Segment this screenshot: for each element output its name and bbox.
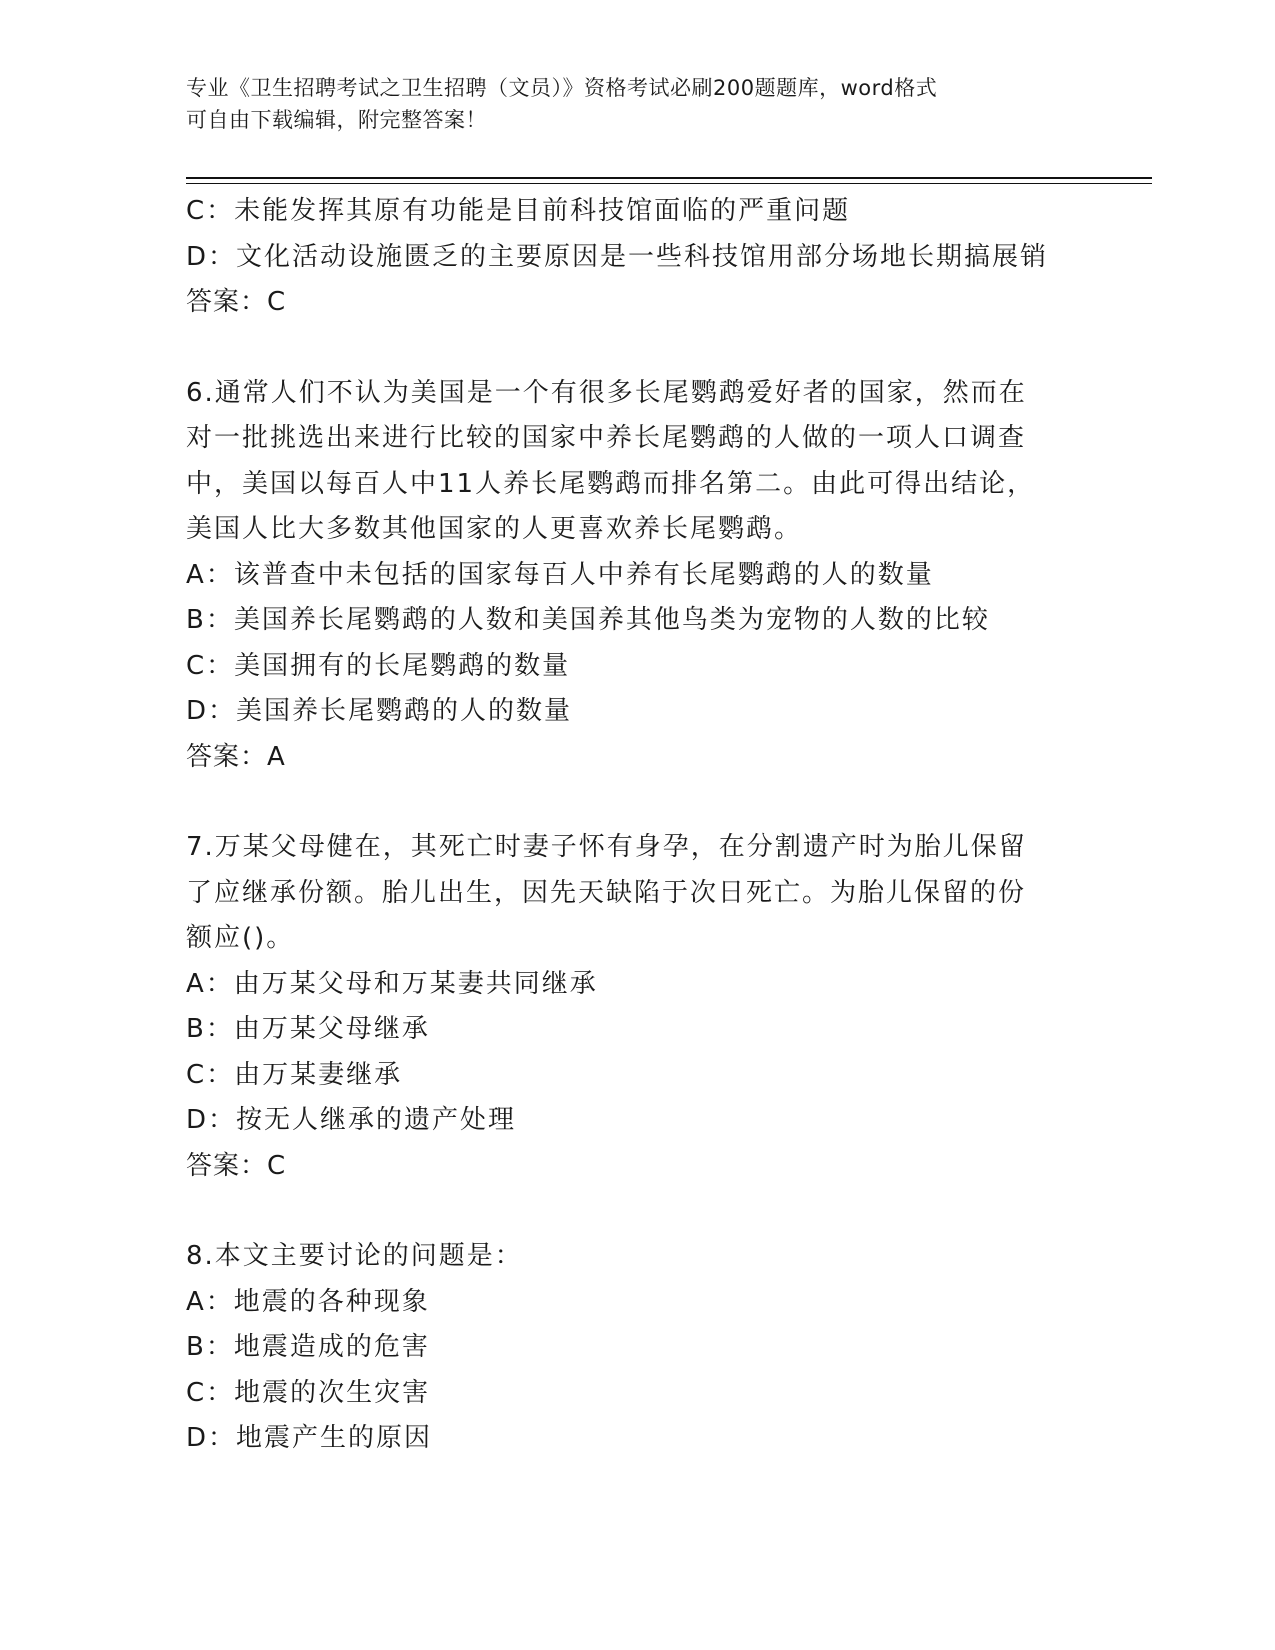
question-stem-line: 对一批挑选出来进行比较的国家中养长尾鹦鹉的人做的一项人口调查 — [186, 423, 1027, 453]
question-stem-line: 8.本文主要讨论的问题是： — [186, 1241, 523, 1271]
option-c: C：地震的次生灾害 — [186, 1377, 431, 1408]
question-stem-line: 6.通常人们不认为美国是一个有很多长尾鹦鹉爱好者的国家，然而在 — [186, 377, 1027, 408]
option-a: A：由万某父母和万某妻共同继承 — [186, 968, 598, 999]
question-stem-line: 额应()。 — [186, 923, 295, 953]
answer-label: 答案：A — [186, 741, 286, 772]
question-7 — [186, 825, 1086, 1189]
option-a: A：该普查中未包括的国家每百人中养有长尾鹦鹉的人的数量 — [186, 559, 934, 590]
option-b: B：地震造成的危害 — [186, 1332, 430, 1362]
question-list — [186, 189, 1086, 1462]
header-subtitle-line: 可自由下载编辑，附完整答案！ — [186, 108, 487, 132]
answer-label: 答案：C — [186, 287, 287, 317]
option-c: C：由万某妻继承 — [186, 1059, 403, 1090]
option-b: B：由万某父母继承 — [186, 1014, 430, 1044]
question-stem-line: 中，美国以每百人中11人养长尾鹦鹉而排名第二。由此可得出结论， — [186, 468, 1036, 499]
option-c: C：美国拥有的长尾鹦鹉的数量 — [186, 650, 571, 681]
option-c: C：未能发挥其原有功能是目前科技馆面临的严重问题 — [186, 196, 851, 226]
question-stem-line: 了应继承份额。胎儿出生，因先天缺陷于次日死亡。为胎儿保留的份 — [186, 877, 1027, 908]
header-title-line: 专业《卫生招聘考试之卫生招聘（文员）》资格考试必刷200题题库，word格式 — [186, 76, 938, 100]
question-stem-line: 美国人比大多数其他国家的人更喜欢养长尾鹦鹉。 — [186, 514, 803, 544]
answer-label: 答案：C — [186, 1150, 287, 1181]
document-header — [186, 72, 1066, 136]
header-rule-thin — [186, 183, 1152, 184]
question-stem-line: 7.万某父母健在，其死亡时妻子怀有身孕，在分割遗产时为胎儿保留 — [186, 832, 1027, 862]
question-6 — [186, 371, 1086, 781]
header-rule-thick — [186, 177, 1152, 179]
question-8 — [186, 1234, 1086, 1462]
question-5-tail — [186, 189, 1086, 326]
option-d: D：地震产生的原因 — [186, 1423, 433, 1453]
option-d: D：按无人继承的遗产处理 — [186, 1105, 517, 1135]
option-d: D：美国养长尾鹦鹉的人的数量 — [186, 696, 573, 726]
option-a: A：地震的各种现象 — [186, 1286, 430, 1317]
option-b: B：美国养长尾鹦鹉的人数和美国养其他鸟类为宠物的人数的比较 — [186, 605, 990, 635]
option-d: D：文化活动设施匮乏的主要原因是一些科技馆用部分场地长期搞展销 — [186, 241, 1049, 272]
